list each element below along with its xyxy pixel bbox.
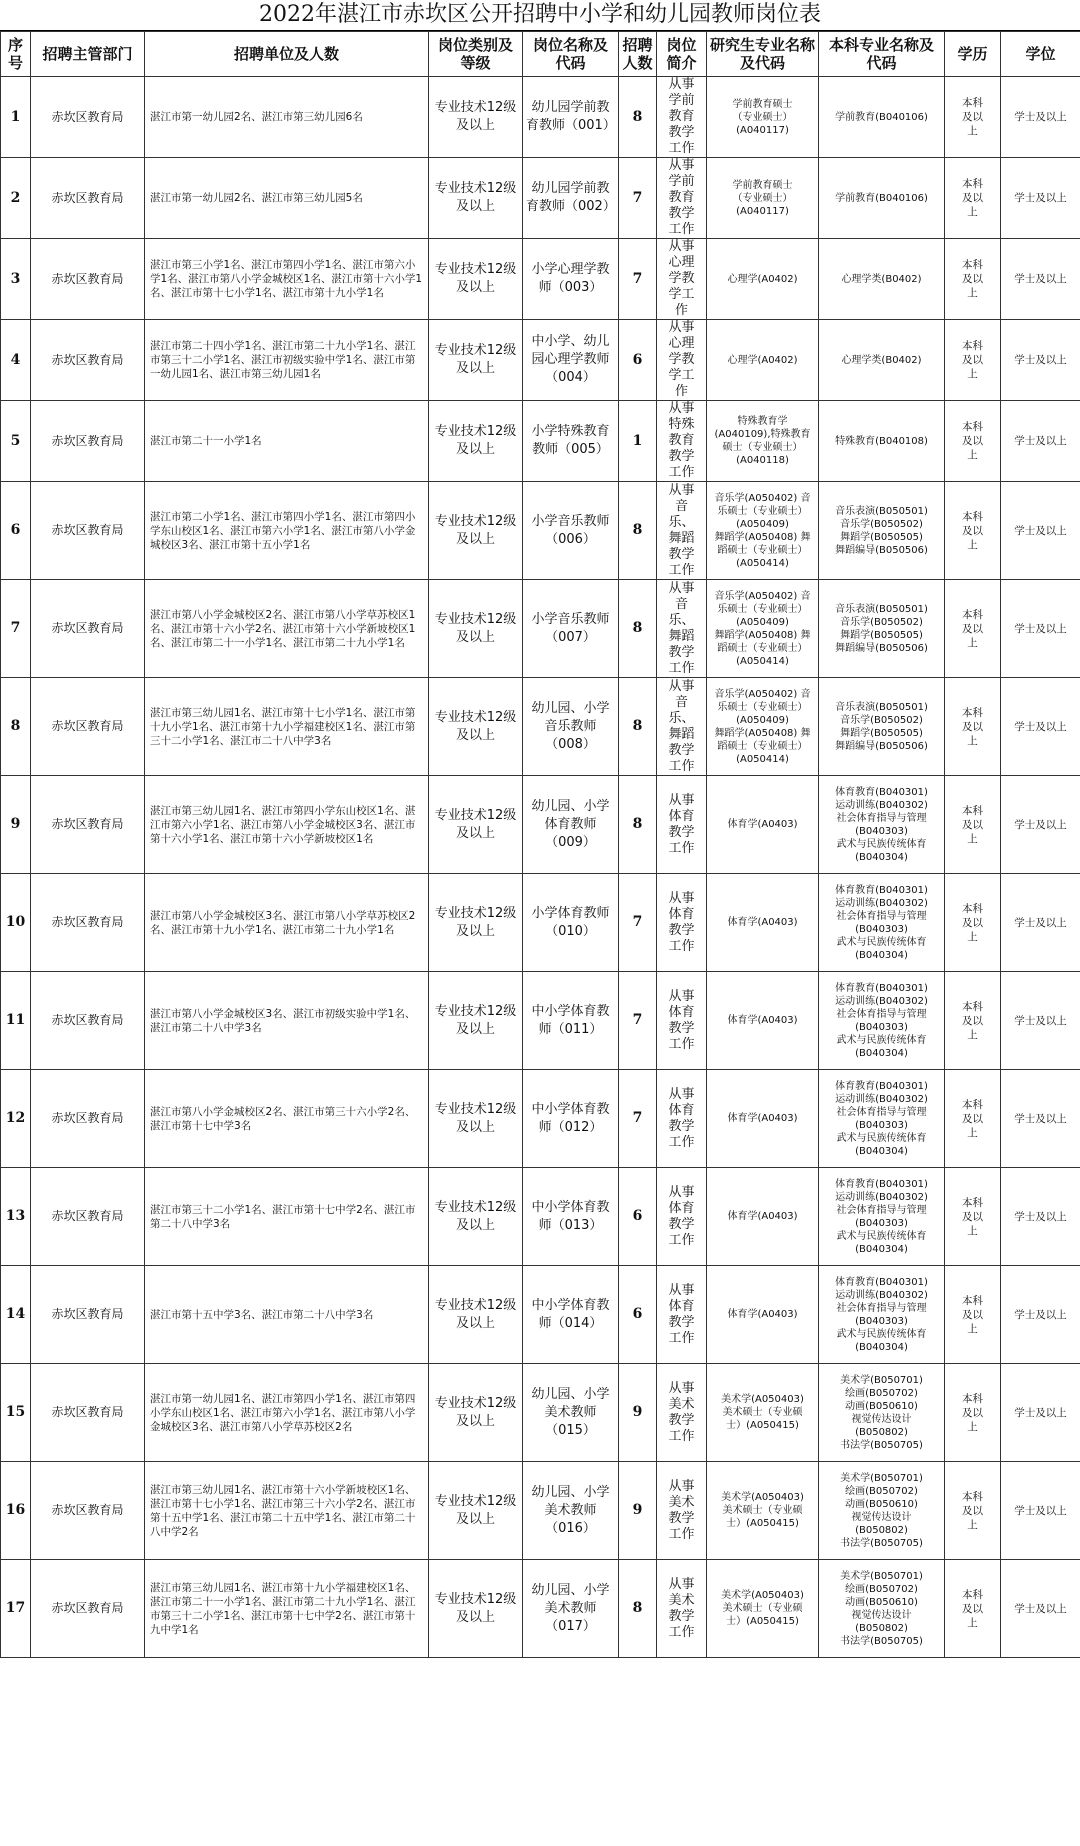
cell-count: 7 (619, 972, 657, 1070)
cell-seq: 5 (1, 401, 31, 482)
cell-category: 专业技术12级及以上 (429, 776, 523, 874)
table-row (1, 580, 1080, 678)
cell-position: 幼儿园学前教育教师（002） (523, 158, 619, 239)
cell-category: 专业技术12级及以上 (429, 401, 523, 482)
cell-intro: 从事美术教学工作 (657, 1364, 707, 1462)
cell-dept: 赤坎区教育局 (31, 1070, 145, 1168)
cell-seq: 13 (1, 1168, 31, 1266)
cell-degree: 学士及以上 (1001, 1266, 1080, 1364)
table-row (1, 874, 1080, 972)
cell-dept: 赤坎区教育局 (31, 1168, 145, 1266)
cell-units: 湛江市第二十四小学1名、湛江市第二十九小学1名、湛江市第三十二小学1名、湛江市初级实验中学1名、湛江市第一幼儿园1名、湛江市第三幼儿园1名 (145, 320, 429, 401)
cell-ug-major: 体育教育(B040301) 运动训练(B040302) 社会体育指导与管理 (B040303) 武术与民族传统体育 (B040304) (819, 1168, 945, 1266)
cell-count: 7 (619, 874, 657, 972)
cell-units: 湛江市第一幼儿园1名、湛江市第四小学1名、湛江市第四小学东山校区1名、湛江市第六小学1名、湛江市第八小学金城校区3名、湛江市第八小学草苏校区2名 (145, 1364, 429, 1462)
cell-count: 6 (619, 1168, 657, 1266)
cell-count: 8 (619, 482, 657, 580)
cell-intro: 从事心理学教学工作 (657, 239, 707, 320)
cell-intro: 从事美术教学工作 (657, 1462, 707, 1560)
cell-units: 湛江市第十五中学3名、湛江市第二十八中学3名 (145, 1266, 429, 1364)
header-education: 学历 (945, 32, 1001, 77)
cell-education: 本科及以上 (945, 320, 1001, 401)
cell-dept: 赤坎区教育局 (31, 482, 145, 580)
cell-count: 6 (619, 320, 657, 401)
cell-category: 专业技术12级及以上 (429, 320, 523, 401)
cell-category: 专业技术12级及以上 (429, 1364, 523, 1462)
cell-count: 8 (619, 776, 657, 874)
table-row (1, 77, 1080, 158)
cell-units: 湛江市第三幼儿园1名、湛江市第十七小学1名、湛江市第十九小学1名、湛江市第十九小学福建校区1名、湛江市第三十二小学1名、湛江市二十八中学3名 (145, 678, 429, 776)
table-row (1, 1070, 1080, 1168)
cell-grad-major: 学前教育硕士 （专业硕士） (A040117) (707, 77, 819, 158)
cell-intro: 从事体育教学工作 (657, 776, 707, 874)
cell-seq: 1 (1, 77, 31, 158)
cell-education: 本科及以上 (945, 77, 1001, 158)
cell-dept: 赤坎区教育局 (31, 158, 145, 239)
cell-ug-major: 美术学(B050701) 绘画(B050702) 动画(B050610) 视觉传达设计 (B050802) 书法学(B050705) (819, 1462, 945, 1560)
cell-grad-major: 特殊教育学 (A040109),特殊教育 硕士（专业硕士） (A040118) (707, 401, 819, 482)
cell-position: 小学体育教师（010） (523, 874, 619, 972)
cell-units: 湛江市第一幼儿园2名、湛江市第三幼儿园5名 (145, 158, 429, 239)
cell-count: 1 (619, 401, 657, 482)
cell-position: 中小学体育教师（012） (523, 1070, 619, 1168)
cell-count: 7 (619, 158, 657, 239)
cell-position: 幼儿园、小学美术教师（015） (523, 1364, 619, 1462)
table-row (1, 678, 1080, 776)
cell-position: 中小学体育教师（014） (523, 1266, 619, 1364)
cell-position: 中小学体育教师（011） (523, 972, 619, 1070)
cell-dept: 赤坎区教育局 (31, 1364, 145, 1462)
cell-education: 本科及以上 (945, 580, 1001, 678)
cell-category: 专业技术12级及以上 (429, 158, 523, 239)
header-seq: 序号 (1, 32, 31, 77)
cell-education: 本科及以上 (945, 401, 1001, 482)
cell-dept: 赤坎区教育局 (31, 776, 145, 874)
cell-intro: 从事体育教学工作 (657, 874, 707, 972)
cell-position: 小学特殊教育教师（005） (523, 401, 619, 482)
cell-count: 8 (619, 77, 657, 158)
cell-dept: 赤坎区教育局 (31, 874, 145, 972)
cell-grad-major: 体育学(A0403) (707, 1266, 819, 1364)
cell-ug-major: 体育教育(B040301) 运动训练(B040302) 社会体育指导与管理 (B040303) 武术与民族传统体育 (B040304) (819, 972, 945, 1070)
cell-degree: 学士及以上 (1001, 239, 1080, 320)
cell-units: 湛江市第二十一小学1名 (145, 401, 429, 482)
cell-dept: 赤坎区教育局 (31, 320, 145, 401)
cell-ug-major: 音乐表演(B050501) 音乐学(B050502) 舞蹈学(B050505) 舞蹈编导(B050506) (819, 482, 945, 580)
cell-units: 湛江市第三十二小学1名、湛江市第十七中学2名、湛江市第二十八中学3名 (145, 1168, 429, 1266)
cell-ug-major: 心理学类(B0402) (819, 239, 945, 320)
cell-ug-major: 体育教育(B040301) 运动训练(B040302) 社会体育指导与管理 (B040303) 武术与民族传统体育 (B040304) (819, 1266, 945, 1364)
header-dept: 招聘主管部门 (31, 32, 145, 77)
cell-count: 6 (619, 1266, 657, 1364)
cell-seq: 14 (1, 1266, 31, 1364)
cell-degree: 学士及以上 (1001, 1070, 1080, 1168)
cell-position: 小学音乐教师（006） (523, 482, 619, 580)
table-row (1, 1364, 1080, 1462)
cell-education: 本科及以上 (945, 1168, 1001, 1266)
table-row (1, 776, 1080, 874)
cell-ug-major: 音乐表演(B050501) 音乐学(B050502) 舞蹈学(B050505) 舞蹈编导(B050506) (819, 580, 945, 678)
cell-grad-major: 美术学(A050403) 美术硕士（专业硕 士）(A050415) (707, 1462, 819, 1560)
cell-grad-major: 体育学(A0403) (707, 1070, 819, 1168)
header-category: 岗位类别及等级 (429, 32, 523, 77)
cell-ug-major: 体育教育(B040301) 运动训练(B040302) 社会体育指导与管理 (B040303) 武术与民族传统体育 (B040304) (819, 1070, 945, 1168)
cell-category: 专业技术12级及以上 (429, 874, 523, 972)
cell-grad-major: 音乐学(A050402) 音 乐硕士（专业硕士） (A050409) 舞蹈学(A050408) 舞 蹈硕士（专业硕士） (A050414) (707, 678, 819, 776)
cell-position: 幼儿园、小学美术教师（016） (523, 1462, 619, 1560)
cell-education: 本科及以上 (945, 874, 1001, 972)
header-count: 招聘人数 (619, 32, 657, 77)
cell-intro: 从事体育教学工作 (657, 1266, 707, 1364)
cell-ug-major: 音乐表演(B050501) 音乐学(B050502) 舞蹈学(B050505) 舞蹈编导(B050506) (819, 678, 945, 776)
cell-grad-major: 音乐学(A050402) 音 乐硕士（专业硕士） (A050409) 舞蹈学(A050408) 舞 蹈硕士（专业硕士） (A050414) (707, 482, 819, 580)
cell-ug-major: 美术学(B050701) 绘画(B050702) 动画(B050610) 视觉传达设计 (B050802) 书法学(B050705) (819, 1560, 945, 1658)
cell-category: 专业技术12级及以上 (429, 77, 523, 158)
cell-seq: 11 (1, 972, 31, 1070)
header-position: 岗位名称及代码 (523, 32, 619, 77)
cell-category: 专业技术12级及以上 (429, 1266, 523, 1364)
cell-count: 8 (619, 678, 657, 776)
cell-intro: 从事体育教学工作 (657, 972, 707, 1070)
header-ug-major: 本科专业名称及代码 (819, 32, 945, 77)
cell-seq: 3 (1, 239, 31, 320)
cell-education: 本科及以上 (945, 678, 1001, 776)
cell-position: 中小学体育教师（013） (523, 1168, 619, 1266)
cell-category: 专业技术12级及以上 (429, 1168, 523, 1266)
cell-grad-major: 学前教育硕士 （专业硕士） (A040117) (707, 158, 819, 239)
cell-education: 本科及以上 (945, 1070, 1001, 1168)
cell-intro: 从事学前教育教学工作 (657, 77, 707, 158)
cell-seq: 9 (1, 776, 31, 874)
cell-seq: 17 (1, 1560, 31, 1658)
cell-units: 湛江市第八小学金城校区3名、湛江市初级实验中学1名、湛江市第二十八中学3名 (145, 972, 429, 1070)
cell-count: 8 (619, 580, 657, 678)
cell-count: 9 (619, 1462, 657, 1560)
cell-grad-major: 体育学(A0403) (707, 972, 819, 1070)
cell-units: 湛江市第三幼儿园1名、湛江市第十九小学福建校区1名、湛江市第二十一小学1名、湛江市第二十九小学1名、湛江市第三十二小学1名、湛江市第十七中学2名、湛江市第十九中学1名 (145, 1560, 429, 1658)
cell-units: 湛江市第八小学金城校区3名、湛江市第八小学草苏校区2名、湛江市第十九小学1名、湛江市第二十九小学1名 (145, 874, 429, 972)
cell-grad-major: 体育学(A0403) (707, 1168, 819, 1266)
table-row (1, 401, 1080, 482)
table-header-row (1, 32, 1080, 77)
cell-units: 湛江市第三幼儿园1名、湛江市第四小学东山校区1名、湛江市第六小学1名、湛江市第八小学金城校区3名、湛江市第十六小学1名、湛江市第十六小学新坡校区1名 (145, 776, 429, 874)
cell-ug-major: 心理学类(B0402) (819, 320, 945, 401)
cell-units: 湛江市第二小学1名、湛江市第四小学1名、湛江市第四小学东山校区1名、湛江市第六小学1名、湛江市第八小学金城校区3名、湛江市第十五小学1名 (145, 482, 429, 580)
cell-ug-major: 美术学(B050701) 绘画(B050702) 动画(B050610) 视觉传达设计 (B050802) 书法学(B050705) (819, 1364, 945, 1462)
cell-degree: 学士及以上 (1001, 482, 1080, 580)
cell-position: 幼儿园、小学音乐教师（008） (523, 678, 619, 776)
cell-education: 本科及以上 (945, 1266, 1001, 1364)
cell-education: 本科及以上 (945, 158, 1001, 239)
cell-dept: 赤坎区教育局 (31, 77, 145, 158)
cell-category: 专业技术12级及以上 (429, 972, 523, 1070)
cell-degree: 学士及以上 (1001, 158, 1080, 239)
cell-intro: 从事音乐、舞蹈教学工作 (657, 580, 707, 678)
cell-position: 幼儿园学前教育教师（001） (523, 77, 619, 158)
cell-degree: 学士及以上 (1001, 678, 1080, 776)
cell-education: 本科及以上 (945, 239, 1001, 320)
cell-dept: 赤坎区教育局 (31, 972, 145, 1070)
cell-intro: 从事音乐、舞蹈教学工作 (657, 678, 707, 776)
cell-degree: 学士及以上 (1001, 77, 1080, 158)
cell-education: 本科及以上 (945, 776, 1001, 874)
cell-category: 专业技术12级及以上 (429, 678, 523, 776)
cell-position: 幼儿园、小学体育教师（009） (523, 776, 619, 874)
cell-seq: 6 (1, 482, 31, 580)
cell-grad-major: 体育学(A0403) (707, 776, 819, 874)
cell-category: 专业技术12级及以上 (429, 1070, 523, 1168)
cell-ug-major: 学前教育(B040106) (819, 158, 945, 239)
cell-intro: 从事音乐、舞蹈教学工作 (657, 482, 707, 580)
cell-units: 湛江市第一幼儿园2名、湛江市第三幼儿园6名 (145, 77, 429, 158)
cell-position: 幼儿园、小学美术教师（017） (523, 1560, 619, 1658)
cell-degree: 学士及以上 (1001, 401, 1080, 482)
cell-degree: 学士及以上 (1001, 1560, 1080, 1658)
cell-count: 9 (619, 1364, 657, 1462)
cell-dept: 赤坎区教育局 (31, 678, 145, 776)
cell-position: 中小学、幼儿园心理学教师（004） (523, 320, 619, 401)
cell-intro: 从事学前教育教学工作 (657, 158, 707, 239)
table-row (1, 1266, 1080, 1364)
cell-education: 本科及以上 (945, 1462, 1001, 1560)
cell-grad-major: 心理学(A0402) (707, 239, 819, 320)
table-body (1, 77, 1080, 1658)
cell-units: 湛江市第三幼儿园1名、湛江市第十六小学新坡校区1名、湛江市第十七小学1名、湛江市第三十六小学2名、湛江市第十五中学1名、湛江市第二十五中学1名、湛江市第二十八中学2名 (145, 1462, 429, 1560)
cell-ug-major: 体育教育(B040301) 运动训练(B040302) 社会体育指导与管理 (B040303) 武术与民族传统体育 (B040304) (819, 776, 945, 874)
cell-category: 专业技术12级及以上 (429, 580, 523, 678)
table-row (1, 239, 1080, 320)
cell-grad-major: 音乐学(A050402) 音 乐硕士（专业硕士） (A050409) 舞蹈学(A050408) 舞 蹈硕士（专业硕士） (A050414) (707, 580, 819, 678)
cell-ug-major: 体育教育(B040301) 运动训练(B040302) 社会体育指导与管理 (B040303) 武术与民族传统体育 (B040304) (819, 874, 945, 972)
header-units: 招聘单位及人数 (145, 32, 429, 77)
cell-seq: 2 (1, 158, 31, 239)
cell-education: 本科及以上 (945, 1560, 1001, 1658)
cell-seq: 16 (1, 1462, 31, 1560)
cell-seq: 10 (1, 874, 31, 972)
cell-ug-major: 学前教育(B040106) (819, 77, 945, 158)
header-grad-major: 研究生专业名称及代码 (707, 32, 819, 77)
header-degree: 学位 (1001, 32, 1080, 77)
table-row (1, 158, 1080, 239)
cell-count: 7 (619, 1070, 657, 1168)
cell-count: 7 (619, 239, 657, 320)
table-row (1, 320, 1080, 401)
positions-table (0, 31, 1080, 1658)
cell-seq: 7 (1, 580, 31, 678)
cell-category: 专业技术12级及以上 (429, 482, 523, 580)
table-row (1, 482, 1080, 580)
cell-intro: 从事美术教学工作 (657, 1560, 707, 1658)
cell-education: 本科及以上 (945, 972, 1001, 1070)
cell-seq: 12 (1, 1070, 31, 1168)
cell-seq: 4 (1, 320, 31, 401)
cell-category: 专业技术12级及以上 (429, 1462, 523, 1560)
table-row (1, 972, 1080, 1070)
page-title: 2022年湛江市赤坎区公开招聘中小学和幼儿园教师岗位表 (0, 0, 1080, 31)
cell-dept: 赤坎区教育局 (31, 401, 145, 482)
cell-degree: 学士及以上 (1001, 320, 1080, 401)
cell-dept: 赤坎区教育局 (31, 1560, 145, 1658)
cell-seq: 15 (1, 1364, 31, 1462)
cell-intro: 从事体育教学工作 (657, 1070, 707, 1168)
cell-count: 8 (619, 1560, 657, 1658)
cell-grad-major: 心理学(A0402) (707, 320, 819, 401)
cell-intro: 从事体育教学工作 (657, 1168, 707, 1266)
cell-education: 本科及以上 (945, 1364, 1001, 1462)
cell-category: 专业技术12级及以上 (429, 1560, 523, 1658)
cell-units: 湛江市第三小学1名、湛江市第四小学1名、湛江市第六小学1名、湛江市第八小学金城校区1名、湛江市第十六小学1名、湛江市第十七小学1名、湛江市第十九小学1名 (145, 239, 429, 320)
cell-intro: 从事特殊教育教学工作 (657, 401, 707, 482)
cell-intro: 从事心理学教学工作 (657, 320, 707, 401)
cell-dept: 赤坎区教育局 (31, 580, 145, 678)
cell-grad-major: 美术学(A050403) 美术硕士（专业硕 士）(A050415) (707, 1560, 819, 1658)
cell-dept: 赤坎区教育局 (31, 239, 145, 320)
table-row (1, 1560, 1080, 1658)
cell-ug-major: 特殊教育(B040108) (819, 401, 945, 482)
header-intro: 岗位简介 (657, 32, 707, 77)
cell-degree: 学士及以上 (1001, 1168, 1080, 1266)
cell-degree: 学士及以上 (1001, 1364, 1080, 1462)
cell-degree: 学士及以上 (1001, 972, 1080, 1070)
table-row (1, 1168, 1080, 1266)
cell-seq: 8 (1, 678, 31, 776)
cell-education: 本科及以上 (945, 482, 1001, 580)
cell-units: 湛江市第八小学金城校区2名、湛江市第三十六小学2名、湛江市第十七中学3名 (145, 1070, 429, 1168)
cell-degree: 学士及以上 (1001, 580, 1080, 678)
cell-position: 小学音乐教师（007） (523, 580, 619, 678)
cell-degree: 学士及以上 (1001, 1462, 1080, 1560)
cell-grad-major: 体育学(A0403) (707, 874, 819, 972)
cell-units: 湛江市第八小学金城校区2名、湛江市第八小学草苏校区1名、湛江市第十六小学2名、湛江市第十六小学新坡校区1名、湛江市第二十一小学1名、湛江市第二十九小学1名 (145, 580, 429, 678)
cell-category: 专业技术12级及以上 (429, 239, 523, 320)
cell-dept: 赤坎区教育局 (31, 1462, 145, 1560)
cell-position: 小学心理学教师（003） (523, 239, 619, 320)
cell-degree: 学士及以上 (1001, 776, 1080, 874)
cell-dept: 赤坎区教育局 (31, 1266, 145, 1364)
cell-grad-major: 美术学(A050403) 美术硕士（专业硕 士）(A050415) (707, 1364, 819, 1462)
table-row (1, 1462, 1080, 1560)
cell-degree: 学士及以上 (1001, 874, 1080, 972)
